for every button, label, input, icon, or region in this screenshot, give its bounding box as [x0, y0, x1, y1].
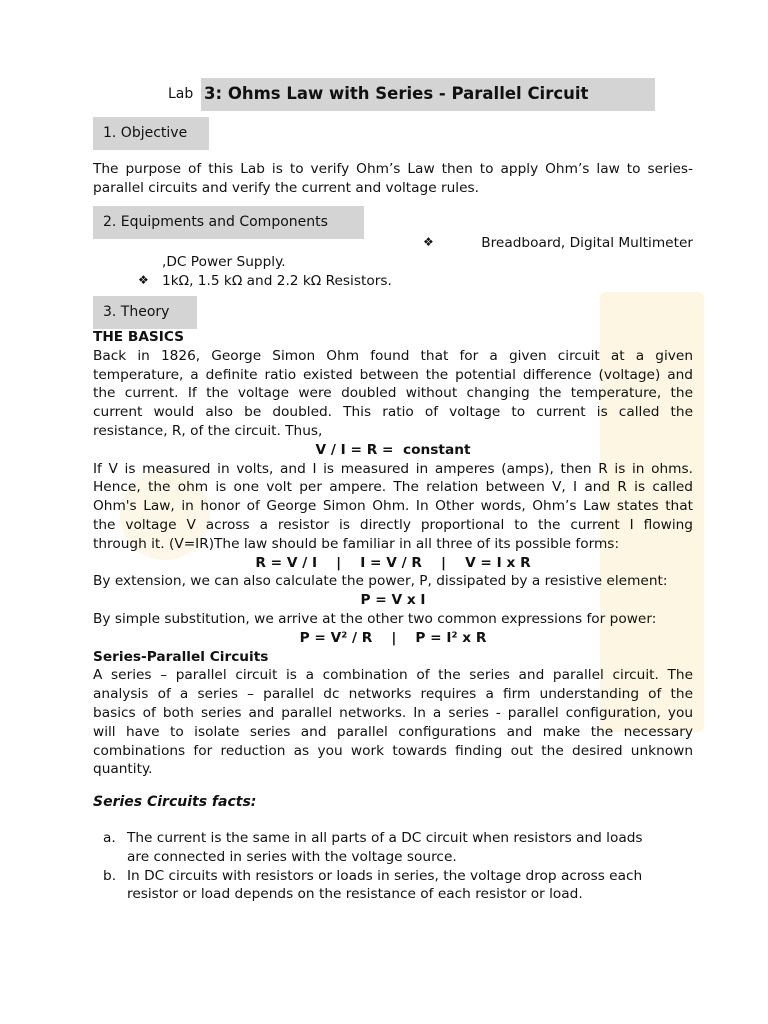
text-line: temperature, a definite ratio existed between the potential difference (voltage) and	[93, 366, 693, 383]
text-line: Ohm's Law, in honor of George Simon Ohm. In Other words, Ohm’s Law states that	[93, 498, 693, 515]
bullet-icon: ❖	[423, 235, 434, 249]
section-heading-equipment	[93, 206, 364, 239]
formula-power-alt: P = V² / R | P = I² x R	[299, 629, 487, 646]
list-item	[103, 867, 693, 905]
text-line: Hence, the ohm is one volt per ampere. The relation between V, I and R is called	[93, 479, 693, 496]
section-heading-label: 1. Objective	[103, 125, 188, 141]
section-heading-objective	[93, 117, 209, 150]
text-line: The purpose of this Lab is to verify Ohm’s Law then to apply Ohm’s law to series-	[93, 161, 693, 177]
bullet-icon: ❖	[138, 273, 149, 287]
text-line: basics of both series and parallel networks. In a series - parallel configuration, you	[93, 704, 693, 721]
formula-power: P = V x I	[360, 592, 426, 609]
list-marker: a.	[103, 830, 116, 846]
text-line: A series – parallel circuit is a combination of the series and parallel circuit. The	[93, 667, 693, 684]
text-line: combinations for reduction as you work towards finding out the desired unknown	[93, 742, 693, 759]
equipment-item-1: Breadboard, Digital Multimeter	[481, 235, 693, 251]
text-line: By extension, we can also calculate the power, P, dissipated by a resistive element:	[93, 573, 668, 590]
text-line: Back in 1826, George Simon Ohm found that for a given circuit at a given	[93, 347, 693, 364]
text-line: the current. If the voltage were doubled without changing the temperature, the	[93, 385, 693, 402]
list-marker: b.	[103, 867, 117, 884]
page-title: 3: Ohms Law with Series - Parallel Circuit	[204, 84, 589, 103]
list-item	[103, 829, 693, 867]
formula-ohms-ratio: V / I = R = constant	[315, 441, 471, 458]
text-line: resistor or load depends on the resistance of each resistor or load.	[127, 886, 583, 903]
objective-paragraph	[93, 160, 693, 198]
section-heading-theory	[93, 296, 197, 329]
formula-three-forms: R = V / I | I = V / R | V = I x R	[255, 554, 531, 571]
text-line: resistance, R, of the circuit. Thus,	[93, 422, 323, 439]
section-heading-label: 2. Equipments and Components	[103, 214, 328, 230]
text-line: will have to isolate series and parallel configurations and make the necessary	[93, 723, 693, 740]
equipment-item-1-cont: ,DC Power Supply.	[162, 254, 286, 270]
text-line: quantity.	[93, 761, 153, 778]
equipment-item-2: 1kΩ, 1.5 kΩ and 2.2 kΩ Resistors.	[162, 273, 392, 289]
text-line: If V is measured in volts, and I is measured in amperes (amps), then R is in ohms.	[93, 460, 693, 477]
text-line: parallel circuits and verify the current and voltage rules.	[93, 179, 480, 196]
title-prefix: Lab	[168, 86, 194, 102]
text-line: In DC circuits with resistors or loads in series, the voltage drop across each	[127, 867, 643, 884]
title-highlight	[201, 78, 655, 111]
theory-body	[93, 328, 693, 779]
text-line: By simple substitution, we arrive at the other two common expressions for power:	[93, 610, 657, 627]
text-line: current would also be doubled. This ratio of voltage to current is called the	[93, 404, 693, 421]
text-line: through it. (V=IR)The law should be familiar in all three of its possible forms:	[93, 535, 620, 552]
series-parallel-heading: Series-Parallel Circuits	[93, 648, 269, 665]
text-line: are connected in series with the voltage source.	[127, 848, 457, 865]
text-line: analysis of a series – parallel dc networks requires a firm understanding of the	[93, 686, 693, 703]
text-line: The current is the same in all parts of a DC circuit when resistors and loads	[127, 830, 643, 846]
basics-heading: THE BASICS	[93, 329, 185, 345]
text-line: the voltage V across a resistor is directly proportional to the current I flowing	[93, 516, 693, 533]
series-facts-list	[103, 829, 693, 904]
section-heading-label: 3. Theory	[103, 304, 170, 320]
series-facts-heading: Series Circuits facts:	[93, 794, 257, 810]
